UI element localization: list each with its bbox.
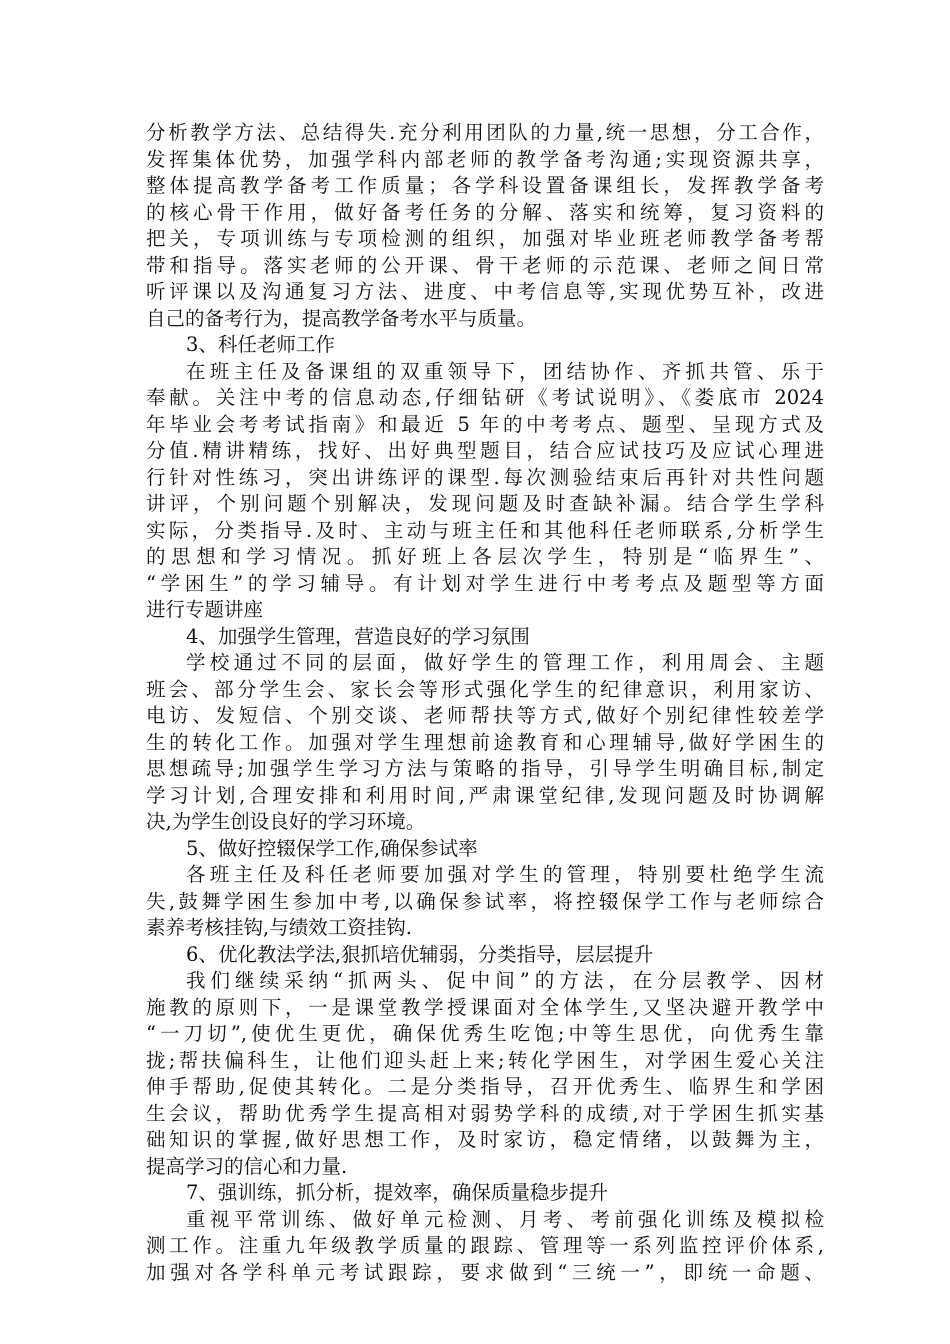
text-line: 伸手帮助,促使其转化。二是分类指导，召开优秀生、临界生和学困: [146, 1075, 824, 1098]
text-line: 带和指导。落实老师的公开课、骨干老师的示范课、老师之间日常: [146, 253, 824, 277]
text-line: 思想疏导;加强学生学习方法与策略的指导，引导学生明确目标,制定: [146, 757, 824, 780]
text-line: 施教的原则下，一是课堂教学授课面对全体学生,又坚决避开教学中: [146, 995, 824, 1019]
text-line: 的思想和学习情况。抓好班上各层次学生，特别是“临界生”、: [146, 545, 824, 568]
text-line: “学困生”的学习辅导。有计划对学生进行中考考点及题型等方面: [146, 571, 824, 595]
text-line: 班会、部分学生会、家长会等形式强化学生的纪律意识，利用家访、: [146, 677, 824, 701]
paragraph-first-line: 在班主任及备课组的双重领导下，团结协作、齐抓共管、乐于: [186, 359, 824, 383]
text-line: 奉献。关注中考的信息动态,仔细钻研《考试说明》、《娄底市 2024: [146, 386, 824, 409]
text-line: 拢;帮扶偏科生，让他们迎头赶上来;转化学困生，对学困生爱心关注: [146, 1048, 824, 1072]
paragraph-first-line: 6、优化教法学法,狠抓培优辅弱，分类指导，层层提升: [186, 942, 654, 966]
paragraph-first-line: 各班主任及科任老师要加强对学生的管理，特别要杜绝学生流: [186, 863, 824, 886]
paragraph-first-line: 重视平常训练、做好单元检测、月考、考前强化训练及模拟检: [186, 1207, 824, 1231]
text-line: 分值.精讲精练，找好、出好典型题目，结合应试技巧及应试心理进: [146, 439, 824, 462]
text-line: 决,为学生创设良好的学习环境。: [146, 810, 426, 833]
text-line: 把关，专项训练与专项检测的组织，加强对毕业班老师教学备考帮: [146, 227, 824, 250]
text-line: 素养考核挂钩,与绩效工资挂钩.: [146, 916, 412, 939]
paragraph-first-line: 7、强训练，抓分析，提效率，确保质量稳步提升: [186, 1181, 608, 1204]
document-page: [146, 120, 824, 1286]
text-line: 提高学习的信心和力量.: [146, 1154, 348, 1178]
text-line: 行针对性练习，突出讲练评的课型.每次测验结束后再针对共性问题: [146, 465, 824, 489]
text-line: 年毕业会考考试指南》和最近 5 年的中考考点、题型、呈现方式及: [146, 412, 824, 436]
text-line: 加强对各学科单元考试跟踪，要求做到“三统一”，即统一命题、: [146, 1260, 824, 1284]
text-line: 听评课以及沟通复习方法、进度、中考信息等,实现优势互补，改进: [146, 280, 824, 303]
paragraph-first-line: 4、加强学生管理，营造良好的学习氛围: [186, 624, 530, 648]
text-line: 的核心骨干作用，做好备考任务的分解、落实和统筹，复习资料的: [146, 200, 824, 224]
paragraph-first-line: 3、科任老师工作: [186, 333, 335, 356]
text-line: 电访、发短信、个别交谈、老师帮扶等方式,做好个别纪律性较差学: [146, 704, 824, 727]
text-line: 讲评，个别问题个别解决，发现问题及时查缺补漏。结合学生学科: [146, 492, 824, 515]
text-line: “一刀切”,使优生更优，确保优秀生吃饱;中等生思优，向优秀生靠: [146, 1022, 824, 1045]
text-line: 进行专题讲座: [146, 598, 264, 621]
text-line: 础知识的掌握,做好思想工作，及时家访，稳定情绪，以鼓舞为主，: [146, 1128, 824, 1151]
text-line: 测工作。注重九年级教学质量的跟踪、管理等一系列监控评价体系,: [146, 1234, 824, 1257]
text-line: 实际，分类指导.及时、主动与班主任和其他科任老师联系,分析学生: [146, 518, 824, 542]
text-line: 自己的备考行为，提高教学备考水平与质量。: [146, 306, 537, 330]
text-line: 整体提高教学备考工作质量；各学科设置备课组长，发挥教学备考: [146, 174, 824, 197]
text-line: 生会议，帮助优秀学生提高相对弱势学科的成绩,对于学困生抓实基: [146, 1101, 824, 1125]
text-line: 发挥集体优势，加强学科内部老师的教学备考沟通;实现资源共享，: [146, 147, 824, 171]
text-line: 失,鼓舞学困生参加中考,以确保参试率，将控辍保学工作与老师综合: [146, 889, 824, 913]
text-line: 学习计划,合理安排和利用时间,严肃课堂纪律,发现问题及时协调解: [146, 783, 824, 807]
paragraph-first-line: 我们继续采纳“抓两头、促中间”的方法，在分层教学、因材: [186, 969, 824, 992]
text-line: 生的转化工作。加强对学生理想前途教育和心理辅导,做好学困生的: [146, 730, 824, 754]
text-line: 分析教学方法、总结得失.充分利用团队的力量,统一思想，分工合作，: [146, 121, 824, 144]
paragraph-first-line: 5、做好控辍保学工作,确保参试率: [186, 836, 478, 860]
paragraph-first-line: 学校通过不同的层面，做好学生的管理工作，利用周会、主题: [186, 651, 824, 674]
